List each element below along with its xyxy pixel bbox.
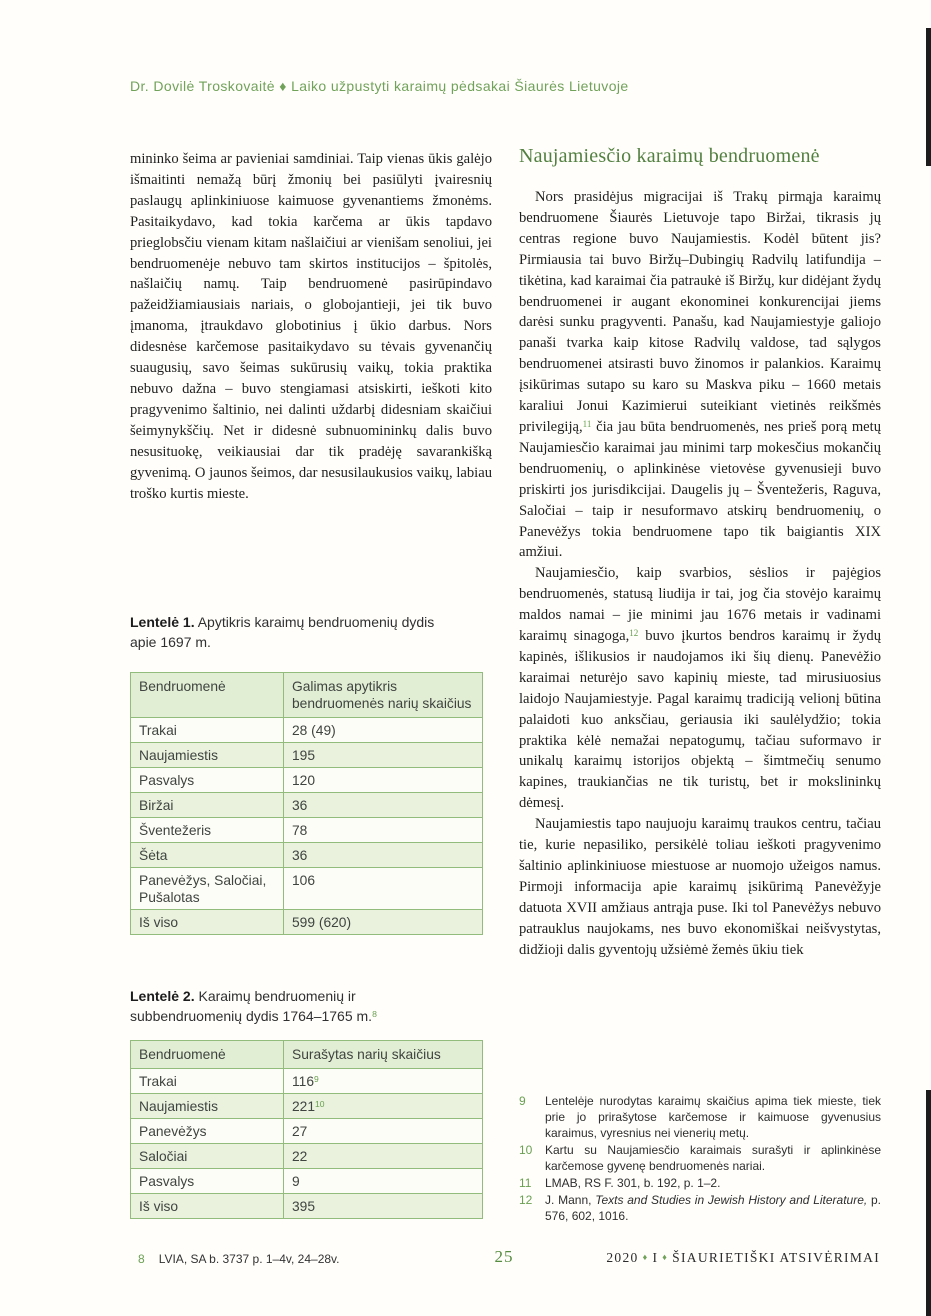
table-row-total bbox=[131, 910, 483, 935]
footnote-number: 12 bbox=[519, 1193, 533, 1207]
cell-count-value: 116 bbox=[292, 1073, 314, 1089]
cell-count: 9 bbox=[284, 1169, 483, 1194]
footer-year: 2020 bbox=[606, 1250, 639, 1265]
cell-community: Panevėžys bbox=[131, 1119, 284, 1144]
cell-community: Biržai bbox=[131, 793, 284, 818]
cell-count: 78 bbox=[284, 818, 483, 843]
diamond-bullet-icon: ♦ bbox=[662, 1252, 669, 1262]
table2-caption-label: Lentelė 2. bbox=[130, 988, 195, 1004]
footnote-10 bbox=[519, 1142, 881, 1174]
scan-artifact-bottom bbox=[926, 1090, 931, 1316]
footnote-ref-11: 11 bbox=[582, 418, 592, 429]
cell-community: Pasvalys bbox=[131, 1169, 284, 1194]
footer-journal-title: ŠIAURIETIŠKI ATSIVĖRIMAI bbox=[672, 1250, 880, 1265]
footnote-ref-10: 10 bbox=[315, 1098, 325, 1109]
cell-community: Šventežeris bbox=[131, 818, 284, 843]
footnote-number: 10 bbox=[519, 1143, 533, 1157]
footnote-text-italic-title: Texts and Studies in Jewish History and Literature, bbox=[595, 1193, 868, 1207]
table2-header-row bbox=[131, 1041, 483, 1069]
footnote-text-pre: J. Mann, bbox=[545, 1193, 596, 1207]
footnote-text: LMAB, RS F. 301, b. 192, p. 1–2. bbox=[545, 1176, 721, 1190]
cell-count bbox=[284, 1094, 483, 1119]
cell-community: Trakai bbox=[131, 1069, 284, 1094]
paragraph-text: Nors prasidėjus migracijai iš Trakų pirmąja karaimų bendruomene Šiaurės Lietuvoje tapo Biržai, tikrasis jų centras regione buvo Naujamiestis. Kodėl būtent jis? Pirmiausia tai buvo Biržų–Dubingių Radvilų latifundija – tikėtina, kad karaimai čia patraukė iš Biržų, kur didėjant žydų bendruomenei ir augant ekonominei konkurencijai jiems darėsi sunku pragyventi. Panašu, kad Naujamiestyje galiojo panaši tvarka kaip kitose Radvilų valdose, tad sąlygos bendruomenei atsirasti buvo žinomos ir palankios. Karaimų įsikūrimas sutapo su karo su Maskva piku – 1660 metais karaliui Jonui Kazimierui suteikiant vietinės reikšmės privilegiją, bbox=[519, 189, 881, 435]
footnote-text-post: p. 576, 602, 1016. bbox=[545, 1193, 882, 1223]
body-paragraph-2 bbox=[519, 563, 881, 814]
table-row bbox=[131, 743, 483, 768]
table1-caption bbox=[130, 612, 462, 652]
cell-count: 28 (49) bbox=[284, 718, 483, 743]
table1-header-row bbox=[131, 673, 483, 718]
footnote-text bbox=[545, 1192, 881, 1224]
cell-count: 106 bbox=[284, 868, 483, 910]
cell-community: Pasvalys bbox=[131, 768, 284, 793]
table-row bbox=[131, 868, 483, 910]
body-paragraph-3 bbox=[519, 814, 881, 960]
footnote-text: Lentelėje nurodytas karaimų skaičius apima tiek mieste, tiek prie jo prirašytose karčemose ir kaimuose gyvenusius karaimus, vyresnius nei vienerių metų. bbox=[545, 1094, 881, 1140]
cell-count: 27 bbox=[284, 1119, 483, 1144]
cell-community: Iš viso bbox=[131, 910, 284, 935]
table2-col-header-community: Bendruomenė bbox=[131, 1041, 284, 1069]
footnote-12 bbox=[519, 1192, 881, 1224]
paragraph-text: Naujamiestis tapo naujuoju karaimų traukos centru, tačiau tie, kurie nepasiliko, persikėlė toliau ieškoti pragyvenimo šaltinio aplinkiniuose miestuose ar nuomojo užeigos namus. Pirmoji informacija apie karaimų įsikūrimą Panevėžyje datuota XVII amžiaus antrąja puse. Iki tol Panevėžys nebuvo patrauklus naujokams, nes buvo ekonomiškai neišvystytas, didžioji dalis gyventojų užsiėmė žemės ūkiu tiek bbox=[519, 816, 881, 958]
right-column-text bbox=[519, 187, 881, 1089]
table2-caption-text: Karaimų bendruomenių ir subbendruomenių dydis 1764–1765 m. bbox=[130, 988, 373, 1024]
table1-caption-label: Lentelė 1. bbox=[130, 614, 195, 630]
footer-footnote-8 bbox=[138, 1252, 339, 1266]
diamond-bullet-icon: ♦ bbox=[642, 1252, 649, 1262]
table-row bbox=[131, 1119, 483, 1144]
section-heading: Naujamiesčio karaimų bendruomenė bbox=[519, 145, 820, 167]
cell-community: Naujamiestis bbox=[131, 1094, 284, 1119]
table-1-community-size-1697 bbox=[130, 672, 483, 935]
cell-community: Iš viso bbox=[131, 1194, 284, 1219]
footer-issue: I bbox=[652, 1250, 659, 1265]
body-paragraph-1 bbox=[519, 187, 881, 563]
left-column-paragraph: mininko šeima ar pavieniai samdiniai. Taip vienas ūkis galėjo išmaitinti nemažą būrį žmonių bei pasiūlyti įvairesnių paslaugų aplinkiniuose kaimuose gyvenantiems žmonėms. Pasitaikydavo, kad tokia karčema ar ūkis tapdavo prieglobsčiu vienam kitam našlaičiui ar vienišam senoliui, jei bendruomenėje nebuvo tam skirtos institucijos – špitolės, našlaičių namų. Taip bendruomenė pasirūpindavo pažeidžiamiausiais nariais, o globojantieji, jei tik buvo įmanoma, įtraukdavo globotinius į ūkio darbus. Nors didesnėse karčemose pasitaikydavo su tėvais gyvenančių suaugusių, savo šeimas sukūrusių vaikų, tokia praktika nebuvo dažna – buvo stengiamasi atsiskirti, ieškoti kito pragyvenimo šaltinio, nei dalinti uždarbį didesniam skaičiui šeimynykščių. Net ir didesnė subnuomininkų dalis buvo nesusituokę, veikiausiai dar tik pradėję savarankišką gyvenimą. O jaunos šeimos, dar nesusilaukusios vaikų, labiau troško kurtis mieste. bbox=[130, 151, 492, 502]
paragraph-text: čia jau būta bendruomenės, nes prieš porą metų Naujamiesčio karaimai jau minimi tarp mokesčius mokančių bendruomenių, o aplinkinėse vietovėse gyvenusieji buvo priskirti jos jurisdikcijai. Daugelis jų – Šventežeris, Raguva, Saločiai – taip ir nesuformavo atskirų bendruomenių, o Panevėžys tokia bendruomene tapo tik baigiantis XIX amžiui. bbox=[519, 418, 881, 561]
page-number: 25 bbox=[494, 1247, 514, 1266]
journal-footer bbox=[606, 1250, 880, 1266]
cell-count: 395 bbox=[284, 1194, 483, 1219]
table2-caption bbox=[130, 986, 402, 1026]
running-header: Dr. Dovilė Troskovaitė ♦ Laiko užpustyti karaimų pėdsakai Šiaurės Lietuvoje bbox=[130, 78, 629, 94]
footnote-9 bbox=[519, 1093, 881, 1141]
table-row bbox=[131, 843, 483, 868]
cell-community: Šėta bbox=[131, 843, 284, 868]
footnotes-block bbox=[519, 1093, 881, 1225]
footnote-ref-12: 12 bbox=[629, 628, 639, 639]
paragraph-text: Naujamiesčio, kaip svarbios, sėslios ir pajėgios bendruomenės, statusą liudija ir tai, jog čia stovėjo karaimų maldos namai – jie minimi jau 1676 metais ir vadinami karaimų sinagoga, bbox=[519, 565, 881, 645]
cell-count-value: 221 bbox=[292, 1098, 316, 1114]
scan-artifact-top bbox=[926, 28, 931, 166]
table1-col-header-community: Bendruomenė bbox=[131, 673, 284, 718]
footnote-number: 8 bbox=[138, 1252, 145, 1266]
table-row bbox=[131, 1069, 483, 1094]
footnote-ref-8: 8 bbox=[372, 1009, 377, 1019]
table-2-community-size-1764-1765 bbox=[130, 1040, 483, 1219]
footnote-number: 11 bbox=[519, 1176, 532, 1190]
cell-count: 599 (620) bbox=[284, 910, 483, 935]
table-row bbox=[131, 1144, 483, 1169]
footnote-number: 9 bbox=[519, 1094, 526, 1108]
footnote-text: LVIA, SA b. 3737 p. 1–4v, 24–28v. bbox=[158, 1252, 340, 1266]
cell-community: Naujamiestis bbox=[131, 743, 284, 768]
cell-community: Trakai bbox=[131, 718, 284, 743]
footnote-text: Kartu su Naujamiesčio karaimais surašyti ir aplinkinėse karčemose gyvenę bendruomenės nariai. bbox=[545, 1143, 881, 1173]
cell-count: 36 bbox=[284, 843, 483, 868]
table-row bbox=[131, 718, 483, 743]
paragraph-text: buvo įkurtos bendros karaimų ir žydų kapinės, išlikusios ir naudojamos iki šių dienų. Panevėžio karaimai neturėjo savo kapinių mieste, tad mirusiuosius laidojo Naujamiestyje. Pagal karaimų tradiciją velionį būtina palaidoti kuo anksčiau, geriausia iki saulėlydžio; tokia praktika kėlė nemažai nepatogumų, tačiau suformavo ir unikalų karaimų istorijos objektą – šimtmečių senumo kapines, traukiančias ne tik turistų, bet ir mokslininkų dėmesį. bbox=[519, 628, 881, 812]
cell-count: 36 bbox=[284, 793, 483, 818]
cell-count: 22 bbox=[284, 1144, 483, 1169]
table1-caption-text: Apytikris karaimų bendruomenių dydis apie 1697 m. bbox=[130, 614, 435, 650]
table-row bbox=[131, 768, 483, 793]
table-row bbox=[131, 793, 483, 818]
cell-count bbox=[284, 1069, 483, 1094]
table1-col-header-count: Galimas apytikris bendruomenės narių skaičius bbox=[284, 673, 483, 718]
cell-count: 120 bbox=[284, 768, 483, 793]
footnote-ref-9: 9 bbox=[314, 1073, 319, 1084]
footnote-11 bbox=[519, 1175, 881, 1191]
table-row bbox=[131, 1094, 483, 1119]
cell-community: Panevėžys, Saločiai, Pušalotas bbox=[131, 868, 284, 910]
table-row bbox=[131, 1169, 483, 1194]
table-row-total bbox=[131, 1194, 483, 1219]
cell-count: 195 bbox=[284, 743, 483, 768]
cell-community: Saločiai bbox=[131, 1144, 284, 1169]
table2-col-header-count: Surašytas narių skaičius bbox=[284, 1041, 483, 1069]
table-row bbox=[131, 818, 483, 843]
